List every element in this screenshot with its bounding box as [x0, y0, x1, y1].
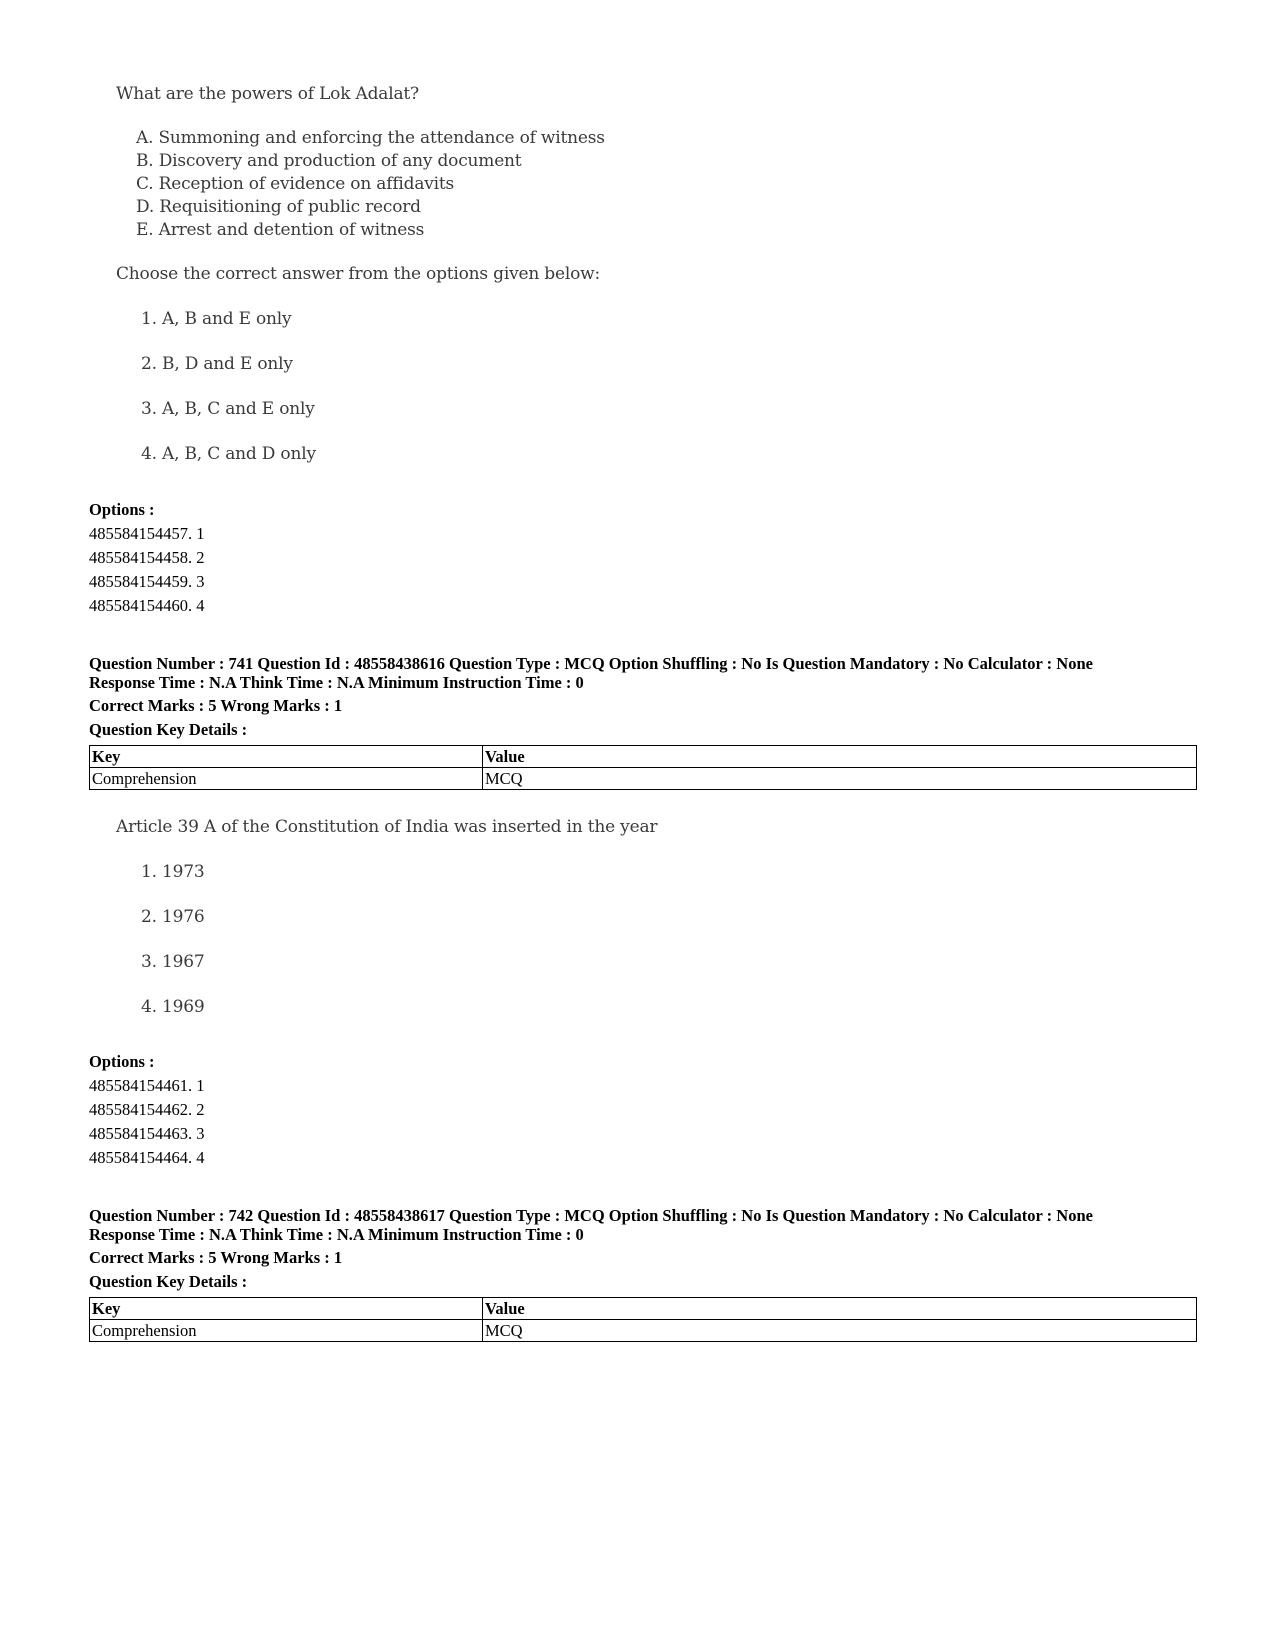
- option-item: 485584154462. 2: [89, 1100, 205, 1119]
- table-header-value: Value: [483, 1298, 1197, 1320]
- marks-line: Correct Marks : 5 Wrong Marks : 1: [89, 696, 343, 715]
- statement-d: D. Requisitioning of public record: [136, 197, 421, 217]
- option-item: 485584154464. 4: [89, 1148, 205, 1167]
- table-cell-key: Comprehension: [90, 768, 483, 790]
- marks-line: Correct Marks : 5 Wrong Marks : 1: [89, 1248, 343, 1267]
- key-details-table: [89, 745, 1197, 790]
- key-details-label: Question Key Details :: [89, 1272, 248, 1291]
- table-header-row: [90, 746, 1197, 768]
- choice-1: 1. A, B and E only: [141, 309, 292, 329]
- table-row: [90, 768, 1197, 790]
- table-header-key: Key: [90, 746, 483, 768]
- option-item: 485584154463. 3: [89, 1124, 205, 1143]
- statement-b: B. Discovery and production of any document: [136, 151, 522, 171]
- option-item: 485584154458. 2: [89, 548, 205, 567]
- options-label: Options :: [89, 1052, 155, 1071]
- question-stem: Article 39 A of the Constitution of India was inserted in the year: [116, 817, 658, 837]
- table-header-value: Value: [483, 746, 1197, 768]
- table-cell-key: Comprehension: [90, 1320, 483, 1342]
- table-row: [90, 1320, 1197, 1342]
- question-meta-line2: Response Time : N.A Think Time : N.A Minimum Instruction Time : 0: [89, 1225, 584, 1244]
- option-item: 485584154461. 1: [89, 1076, 205, 1095]
- statement-c: C. Reception of evidence on affidavits: [136, 174, 455, 194]
- table-header-row: [90, 1298, 1197, 1320]
- statement-a: A. Summoning and enforcing the attendance of witness: [136, 128, 605, 148]
- instruction-text: Choose the correct answer from the options given below:: [116, 264, 600, 284]
- option-item: 485584154459. 3: [89, 572, 205, 591]
- choice-2: 2. 1976: [141, 907, 205, 927]
- key-details-label: Question Key Details :: [89, 720, 248, 739]
- question-meta-line2: Response Time : N.A Think Time : N.A Minimum Instruction Time : 0: [89, 673, 584, 692]
- choice-4: 4. 1969: [141, 997, 205, 1017]
- choice-1: 1. 1973: [141, 862, 205, 882]
- option-item: 485584154457. 1: [89, 524, 205, 543]
- table-cell-value: MCQ: [483, 768, 1197, 790]
- options-label: Options :: [89, 500, 155, 519]
- table-header-key: Key: [90, 1298, 483, 1320]
- question-meta-line1: Question Number : 742 Question Id : 48558438617 Question Type : MCQ Option Shuffling : No Is Question Mandatory : No Calculator : None: [89, 1206, 1093, 1225]
- choice-3: 3. A, B, C and E only: [141, 399, 315, 419]
- question-meta-line1: Question Number : 741 Question Id : 48558438616 Question Type : MCQ Option Shuffling : No Is Question Mandatory : No Calculator : None: [89, 654, 1093, 673]
- option-item: 485584154460. 4: [89, 596, 205, 615]
- choice-4: 4. A, B, C and D only: [141, 444, 316, 464]
- question-stem: What are the powers of Lok Adalat?: [116, 84, 419, 104]
- statement-e: E. Arrest and detention of witness: [136, 220, 425, 240]
- key-details-table: [89, 1297, 1197, 1342]
- table-cell-value: MCQ: [483, 1320, 1197, 1342]
- choice-2: 2. B, D and E only: [141, 354, 293, 374]
- choice-3: 3. 1967: [141, 952, 205, 972]
